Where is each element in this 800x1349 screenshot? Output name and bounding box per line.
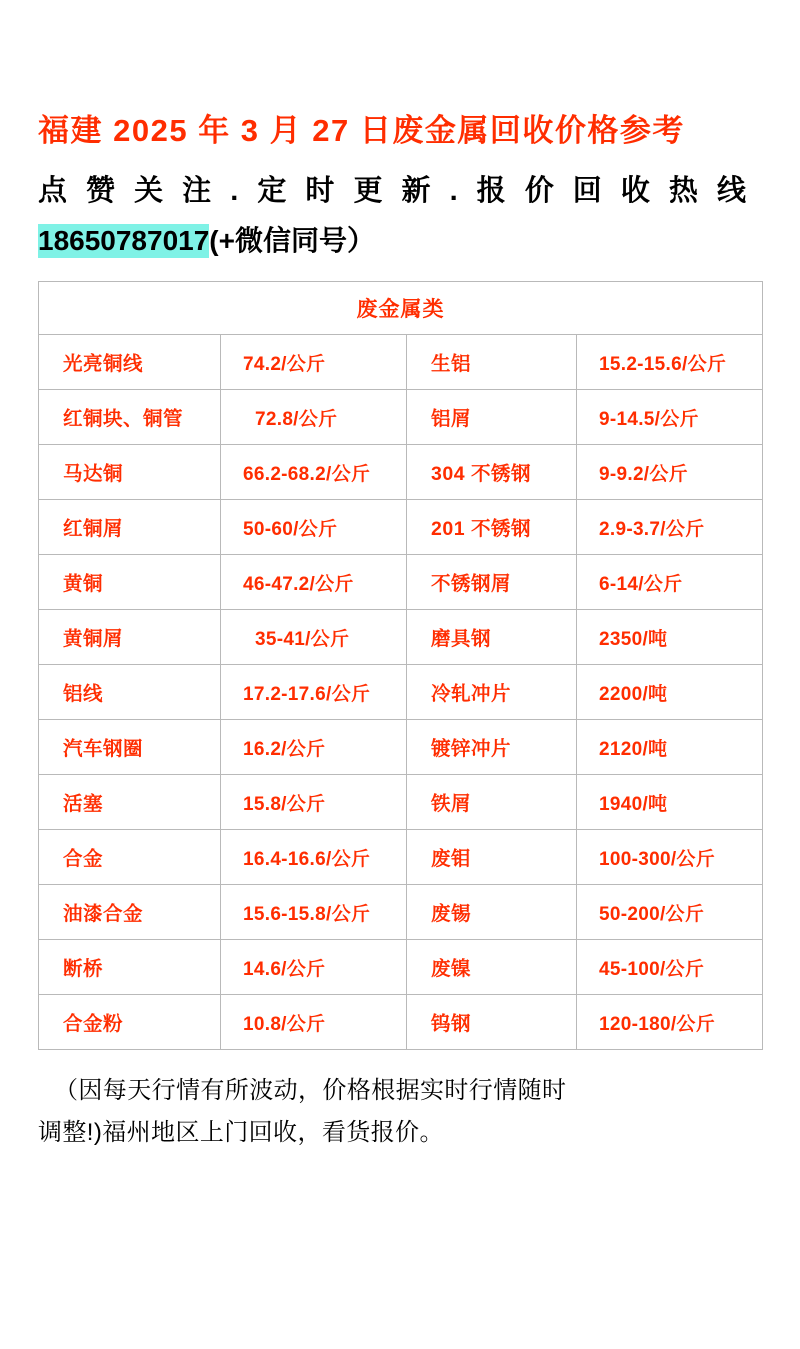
material-price: 2.9-3.7/公斤 — [577, 500, 763, 555]
table-row — [39, 335, 763, 390]
material-price: 35-41/公斤 — [221, 610, 407, 665]
material-price: 9-9.2/公斤 — [577, 445, 763, 500]
material-name: 合金粉 — [39, 995, 221, 1050]
material-name: 废锡 — [407, 885, 577, 940]
material-name: 磨具钢 — [407, 610, 577, 665]
material-name: 光亮铜线 — [39, 335, 221, 390]
material-name: 铝线 — [39, 665, 221, 720]
material-price: 15.2-15.6/公斤 — [577, 335, 763, 390]
material-price: 1940/吨 — [577, 775, 763, 830]
table-caption: 废金属类 — [39, 282, 763, 335]
material-name: 冷轧冲片 — [407, 665, 577, 720]
table-row — [39, 830, 763, 885]
material-name: 304 不锈钢 — [407, 445, 577, 500]
table-row — [39, 720, 763, 775]
footer-note-line-2: 调整!)福州地区上门回收，看货报价。 — [38, 1118, 444, 1146]
material-name: 马达铜 — [39, 445, 221, 500]
phone-suffix: (+微信同号） — [209, 225, 375, 256]
material-name: 汽车钢圈 — [39, 720, 221, 775]
scrap-metal-price-table — [38, 281, 763, 1050]
material-price: 45-100/公斤 — [577, 940, 763, 995]
table-row — [39, 500, 763, 555]
material-price: 50-60/公斤 — [221, 500, 407, 555]
material-price: 6-14/公斤 — [577, 555, 763, 610]
table-row — [39, 775, 763, 830]
material-name: 镀锌冲片 — [407, 720, 577, 775]
material-name: 黄铜屑 — [39, 610, 221, 665]
material-name: 铁屑 — [407, 775, 577, 830]
table-body — [39, 335, 763, 1050]
table-row — [39, 555, 763, 610]
material-name: 废钼 — [407, 830, 577, 885]
table-row — [39, 995, 763, 1050]
page-subtitle: 点 赞 关 注 . 定 时 更 新 . 报 价 回 收 热 线 — [38, 174, 752, 207]
material-price: 14.6/公斤 — [221, 940, 407, 995]
material-name: 201 不锈钢 — [407, 500, 577, 555]
material-price: 2200/吨 — [577, 665, 763, 720]
material-price: 2120/吨 — [577, 720, 763, 775]
material-price: 15.6-15.8/公斤 — [221, 885, 407, 940]
material-price: 10.8/公斤 — [221, 995, 407, 1050]
material-price: 100-300/公斤 — [577, 830, 763, 885]
material-price: 15.8/公斤 — [221, 775, 407, 830]
table-caption-row — [39, 282, 763, 335]
material-name: 合金 — [39, 830, 221, 885]
material-price: 16.2/公斤 — [221, 720, 407, 775]
table-row — [39, 610, 763, 665]
material-price: 16.4-16.6/公斤 — [221, 830, 407, 885]
material-name: 断桥 — [39, 940, 221, 995]
material-name: 废镍 — [407, 940, 577, 995]
contact-phone-line — [38, 209, 762, 259]
material-price: 120-180/公斤 — [577, 995, 763, 1050]
phone-number: 18650787017 — [38, 225, 210, 256]
table-row — [39, 885, 763, 940]
page-title: 福建 2025 年 3 月 27 日废金属回收价格参考 — [38, 113, 685, 148]
material-name: 红铜屑 — [39, 500, 221, 555]
material-price: 2350/吨 — [577, 610, 763, 665]
material-name: 钨钢 — [407, 995, 577, 1050]
material-price: 72.8/公斤 — [221, 390, 407, 445]
material-price: 46-47.2/公斤 — [221, 555, 407, 610]
footer-note — [38, 1050, 762, 1153]
material-name: 黄铜 — [39, 555, 221, 610]
table-row — [39, 665, 763, 720]
material-price: 50-200/公斤 — [577, 885, 763, 940]
material-price: 9-14.5/公斤 — [577, 390, 763, 445]
material-price: 74.2/公斤 — [221, 335, 407, 390]
material-name: 油漆合金 — [39, 885, 221, 940]
material-price: 17.2-17.6/公斤 — [221, 665, 407, 720]
material-name: 生铝 — [407, 335, 577, 390]
footer-note-line-1: （因每天行情有所波动，价格根据实时行情随时 — [54, 1077, 567, 1105]
table-row — [39, 390, 763, 445]
material-name: 活塞 — [39, 775, 221, 830]
material-name: 不锈钢屑 — [407, 555, 577, 610]
material-price: 66.2-68.2/公斤 — [221, 445, 407, 500]
table-row — [39, 940, 763, 995]
material-name: 红铜块、铜管 — [39, 390, 221, 445]
table-row — [39, 445, 763, 500]
material-name: 铝屑 — [407, 390, 577, 445]
